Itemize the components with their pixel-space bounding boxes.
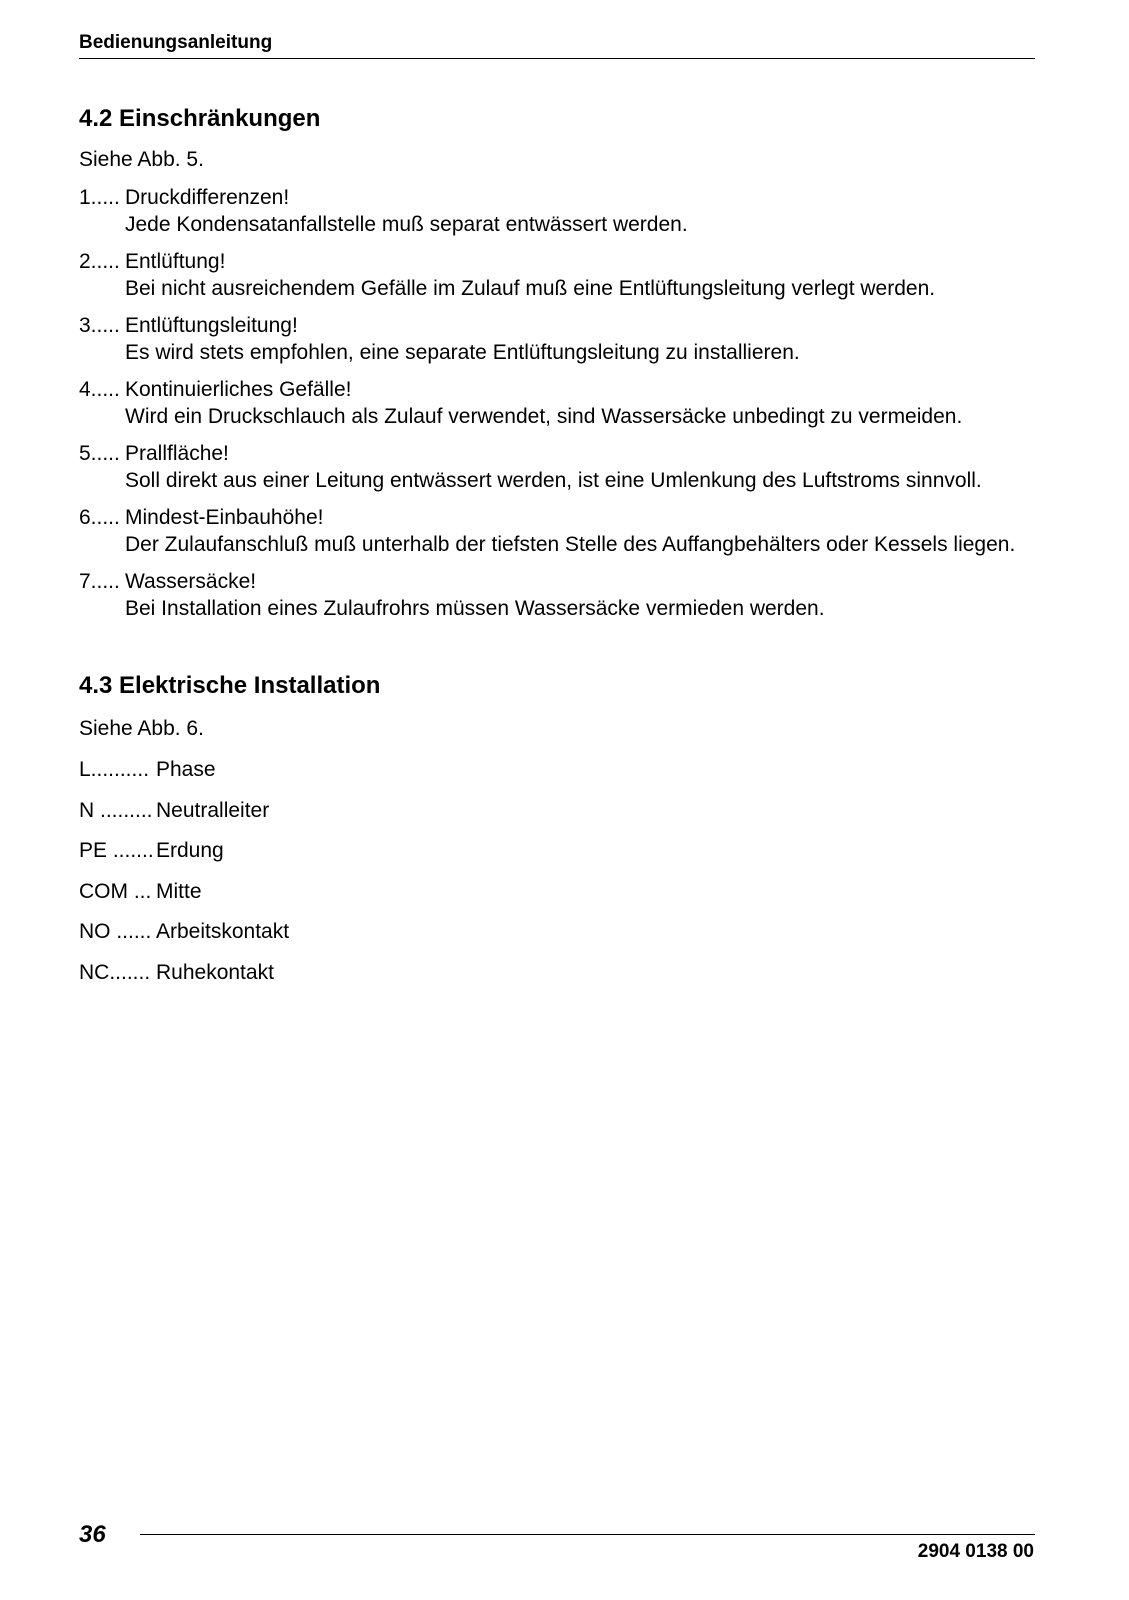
section-heading-restrictions: 4.2 Einschränkungen [79,105,321,132]
item-description: Wird ein Druckschlauch als Zulauf verwendet, sind Wassersäcke unbedingt zu vermeiden. [125,405,963,428]
terminal-item-com [79,878,1039,906]
section-intro-electrical: Siehe Abb. 6. [79,717,204,740]
item-number: 1..... [79,186,120,209]
header-title: Bedienungsanleitung [79,32,273,53]
terminal-key: PE ....... [79,839,154,863]
restriction-item-3 [79,312,1039,366]
item-number: 5..... [79,442,120,465]
terminal-key: NO ...... [79,920,152,944]
section-restrictions [79,104,1039,632]
item-title: Mindest-Einbauhöhe! [125,506,324,529]
restriction-item-4 [79,376,1039,430]
item-number: 3..... [79,314,120,337]
item-number: 4..... [79,378,120,401]
terminal-item-no [79,918,1039,946]
footer-divider [140,1534,1035,1535]
terminal-value: Mitte [156,879,202,903]
terminal-item-nc [79,959,1039,987]
item-number: 2..... [79,250,120,273]
item-title: Kontinuierliches Gefälle! [125,378,352,401]
terminal-value: Phase [156,758,216,781]
section-heading-electrical: 4.3 Elektrische Installation [79,672,381,699]
terminal-key: L.......... [79,758,150,781]
item-description: Soll direkt aus einer Leitung entwässert werden, ist eine Umlenkung des Luftstroms sinnvoll. [125,469,982,492]
terminal-value: Arbeitskontakt [156,920,290,944]
item-number: 6..... [79,506,120,529]
wiring-terminal-list [79,756,1039,987]
restriction-item-2 [79,248,1039,302]
item-number: 7..... [79,570,120,593]
restriction-item-1 [79,184,1039,238]
terminal-key: COM ... [79,879,152,903]
item-description: Es wird stets empfohlen, eine separate Entlüftungsleitung zu installieren. [125,341,800,364]
terminal-item-pe [79,837,1039,865]
restrictions-list [79,184,1039,622]
item-description: Jede Kondensatanfallstelle muß separat entwässert werden. [125,213,688,236]
section-intro-restrictions: Siehe Abb. 5. [79,148,204,171]
terminal-item-l [79,756,1039,784]
terminal-item-n [79,797,1039,825]
item-description: Bei nicht ausreichendem Gefälle im Zulauf muß eine Entlüftungsleitung verlegt werden. [125,277,936,300]
item-title: Prallfläche! [125,442,229,465]
page-number: 36 [79,1521,106,1548]
section-electrical-installation [79,671,1039,1000]
item-description: Der Zulaufanschluß muß unterhalb der tiefsten Stelle des Auffangbehälters oder Kessels liegen. [125,533,1016,556]
terminal-key: N ......... [79,798,153,822]
document-number: 2904 0138 00 [917,1541,1034,1562]
item-title: Entlüftungsleitung! [125,314,298,337]
item-title: Wassersäcke! [125,570,257,593]
terminal-value: Neutralleiter [156,798,270,822]
restriction-item-5 [79,440,1039,494]
restriction-item-6 [79,504,1039,558]
terminal-value: Erdung [156,839,224,863]
terminal-key: NC....... [79,960,151,984]
item-title: Entlüftung! [125,250,226,273]
item-title: Druckdifferenzen! [125,186,290,209]
restriction-item-7 [79,568,1039,622]
item-description: Bei Installation eines Zulaufrohrs müssen Wassersäcke vermieden werden. [125,597,825,620]
header-divider [79,58,1035,59]
terminal-value: Ruhekontakt [156,960,274,984]
